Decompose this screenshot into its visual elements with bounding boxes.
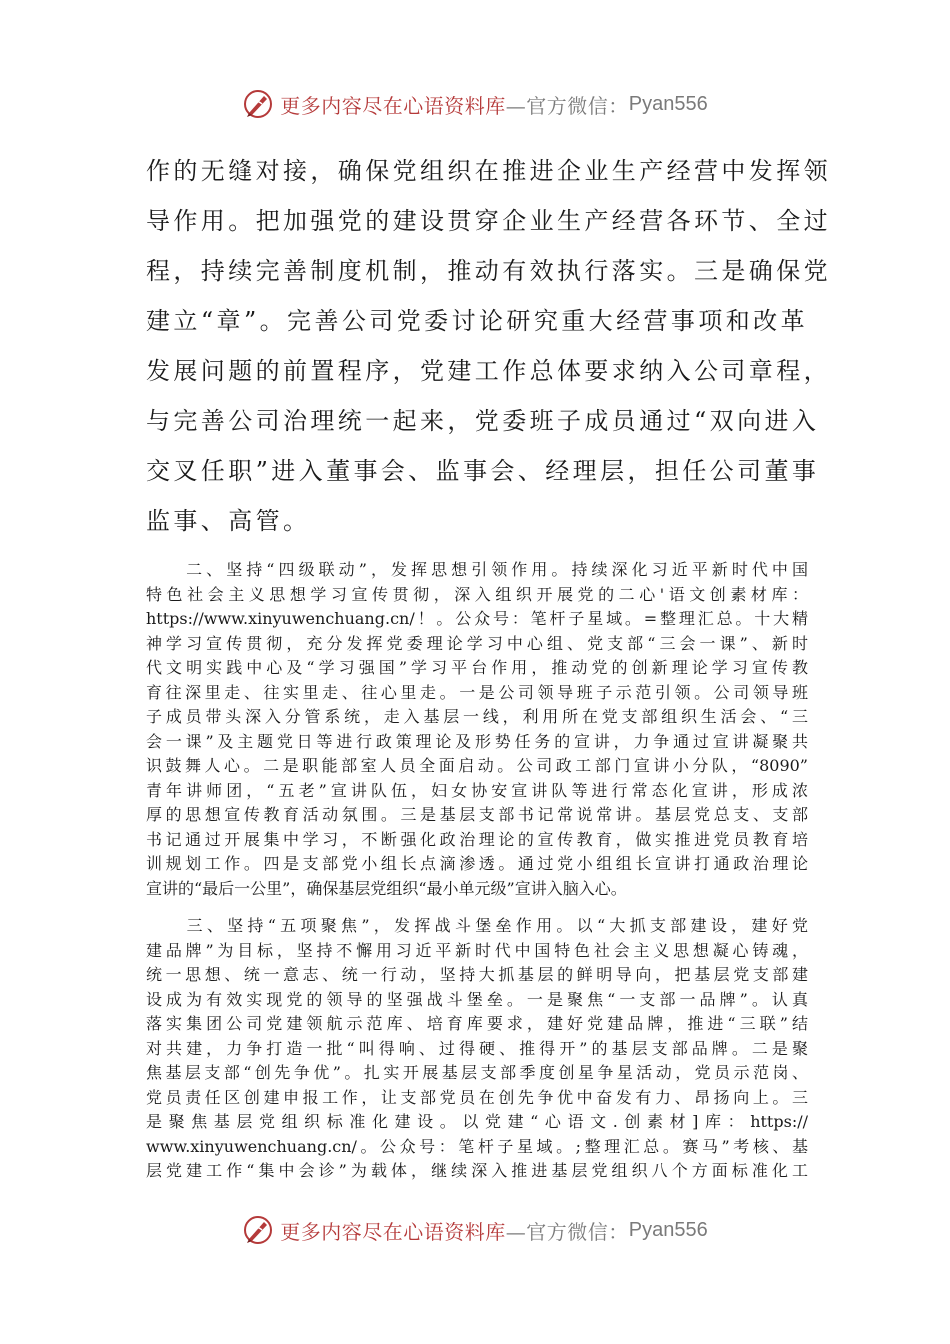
paragraph-3-line: 落实集团公司党建领航示范库、培育库要求，建好党建品牌，推进“三联”结 bbox=[146, 1014, 808, 1033]
paragraph-2-line: 特色社会主义思想学习宣传贯彻，深入组织开展党的二心'语文创素材库： bbox=[146, 584, 808, 604]
paragraph-2-line: 代文明实践中心及“学习强国”学习平台作用，推动党的创新理论学习宣传教 bbox=[146, 658, 808, 677]
paragraph-2-line: 子成员带头深入分管系统，走入基层一线，利用所在党支部组织生活会、“三 bbox=[146, 707, 808, 726]
paragraph-3-line: www.xinyuwenchuang.cn/。公众号：笔杆子星域。;整理汇总。赛马”考核、基 bbox=[146, 1136, 808, 1156]
paragraph-2-line: 会一课”及主题党日等进行政策理论及形势任务的宣讲，力争通过宣讲凝聚共 bbox=[146, 731, 808, 751]
pen-logo-icon bbox=[242, 1214, 274, 1246]
footer-wechat-handle: Pyan556 bbox=[628, 1218, 708, 1241]
paragraph-3-line: 是聚焦基层党组织标准化建设。以党建“心语文.创素材]库：https:// bbox=[146, 1112, 808, 1131]
paragraph-2-line: 青年讲师团，“五老”宣讲队伍，妇女协安宣讲队等进行常态化宣讲，形成浓 bbox=[146, 780, 808, 800]
paragraph-2-line: https://www.xinyuwenchuang.cn/！。公众号：笔杆子星域。=整理汇总。十大精 bbox=[146, 609, 808, 628]
paragraph-2-line: 识鼓舞人心。二是职能部室人员全面启动。公司政工部门宣讲小分队，“8090” bbox=[146, 756, 808, 775]
paragraph-2-line: 书记通过开展集中学习，不断强化政治理论的宣传教育，做实推进党员教育培 bbox=[146, 829, 808, 849]
paragraph-2-line: 宣讲的“最后一公里”，确保基层党组织“最小单元级”宣讲入脑入心。 bbox=[146, 878, 627, 898]
paragraph-3-line: 三、坚持“五项聚焦”，发挥战斗堡垒作用。以“大抓支部建设，建好党 bbox=[146, 916, 808, 935]
paragraph-1-line: 与完善公司治理统一起来，党委班子成员通过“双向进入 bbox=[146, 407, 820, 435]
paragraph-1 bbox=[146, 146, 831, 546]
paragraph-3 bbox=[146, 914, 808, 1184]
paragraph-1-line: 建立“章”。完善公司党委讨论研究重大经营事项和改革 bbox=[146, 307, 808, 335]
paragraph-2 bbox=[146, 558, 808, 901]
paragraph-1-line: 程，持续完善制度机制，推动有效执行落实。三是确保党 bbox=[146, 257, 831, 285]
paragraph-3-line: 层党建工作“集中会诊”为载体，继续深入推进基层党组织八个方面标准化工 bbox=[146, 1161, 808, 1180]
paragraph-2-line: 厚的思想宣传教育活动氛围。三是基层支部书记常说常讲。基层党总支、支部 bbox=[146, 805, 808, 824]
paragraph-2-line: 神学习宣传贯彻，充分发挥党委理论学习中心组、党支部“三会一课”、新时 bbox=[146, 633, 808, 653]
paragraph-1-line: 发展问题的前置程序，党建工作总体要求纳入公司章程， bbox=[146, 357, 831, 385]
paragraph-3-line: 党员责任区创建申报工作，让支部党员在创先争优中奋发有力、昂扬向上。三 bbox=[146, 1087, 808, 1107]
header-banner bbox=[0, 84, 950, 124]
footer-slogan: 更多内容尽在心语资料库—官方微信： bbox=[280, 1219, 629, 1244]
paragraph-1-line: 监事、高管。 bbox=[146, 507, 311, 535]
paragraph-2-line: 育往深里走、往实里走、往心里走。一是公司领导班子示范引领。公司领导班 bbox=[146, 682, 808, 702]
paragraph-1-line: 交叉任职”进入董事会、监事会、经理层，担任公司董事 bbox=[146, 457, 820, 485]
paragraph-3-line: 设成为有效实现党的领导的坚强战斗堡垒。一是聚焦“一支部一品牌”。认真 bbox=[146, 989, 808, 1009]
paragraph-3-line: 建品牌”为目标，坚持不懈用习近平新时代中国特色社会主义思想凝心铸魂， bbox=[146, 940, 808, 960]
pen-logo-icon bbox=[242, 88, 274, 120]
paragraph-1-line: 作的无缝对接，确保党组织在推进企业生产经营中发挥领 bbox=[146, 157, 831, 185]
header-slogan: 更多内容尽在心语资料库—官方微信： bbox=[280, 93, 629, 118]
paragraph-3-line: 焦基层支部“创先争优”。扎实开展基层支部季度创星争星活动，党员示范岗、 bbox=[146, 1063, 808, 1082]
paragraph-3-line: 统一思想、统一意志、统一行动，坚持大抓基层的鲜明导向，把基层党支部建 bbox=[146, 965, 808, 984]
footer-banner bbox=[0, 1210, 950, 1250]
header-wechat-handle: Pyan556 bbox=[628, 92, 708, 115]
paragraph-2-line: 二、坚持“四级联动”，发挥思想引领作用。持续深化习近平新时代中国 bbox=[146, 560, 808, 579]
paragraph-2-line: 训规划工作。四是支部党小组长点滴渗透。通过党小组组长宣讲打通政治理论 bbox=[146, 854, 808, 873]
paragraph-1-line: 导作用。把加强党的建设贯穿企业生产经营各环节、全过 bbox=[146, 207, 831, 235]
paragraph-3-line: 对共建，力争打造一批“叫得响、过得硬、推得开”的基层支部品牌。二是聚 bbox=[146, 1038, 808, 1058]
